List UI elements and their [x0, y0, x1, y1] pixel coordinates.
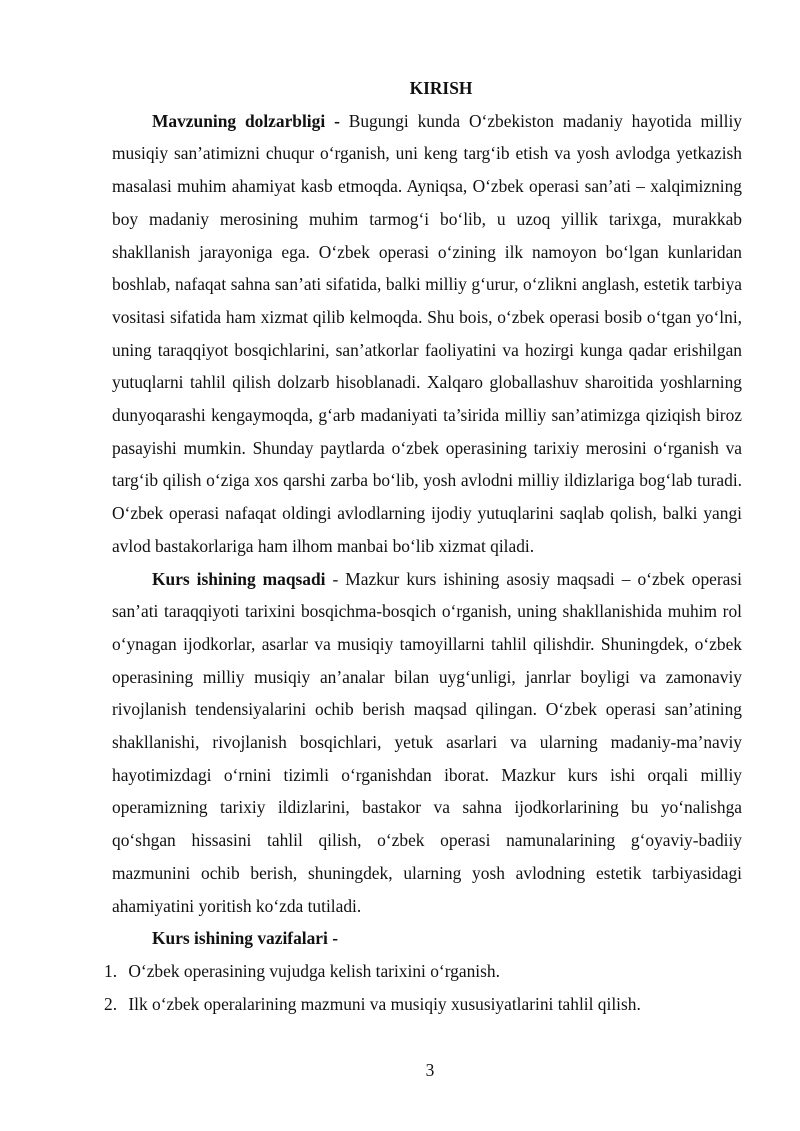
list-item-text: O‘zbek operasining vujudga kelish tarixini o‘rganish.: [128, 960, 500, 981]
paragraph-lead: Kurs ishining maqsadi: [152, 568, 326, 589]
page-title: KIRISH: [409, 78, 473, 98]
page-number: 3: [425, 1060, 435, 1080]
list-item: [104, 988, 742, 1021]
paragraph-goal: [112, 563, 742, 923]
tasks-list: [104, 955, 742, 1020]
paragraph-text: - Mazkur kurs ishining asosiy maqsadi – o‘zbek operasi san’ati taraqqiyoti tarixini bosqichma-bosqich o‘rganish, uning shakllanishida muhim rol o‘ynagan ijodkorlar, asarlar va musiqiy tamoyillarni tahlil qilishdir. Shuningdek, o‘zbek operasining milliy musiqiy an’analar bilan uyg‘unligi, janrlar boyligi va zamonaviy rivojlanish tendensiyalarini ochib berish maqsad qilingan. O‘zbek operasi san’atining shakllanishi, rivojlanish bosqichlari, yetuk asarlari va ularning madaniy-ma’naviy hayotimizdagi o‘rnini tizimli o‘rganishdan iborat. Mazkur kurs ishi orqali milliy operamizning tarixiy ildizlarini, bastakor va sahna ijodkorlarining bu yo‘nalishga qo‘shgan hissasini tahlil qilish, o‘zbek operasi namunalarining g‘oyaviy-badiiy mazmunini ochib berish, shuningdek, ularning yosh avlodning estetik tarbiyasidagi ahamiyatini yoritish ko‘zda tutiladi.: [112, 568, 742, 916]
list-item-number: 2.: [104, 993, 118, 1014]
paragraph-relevance: [112, 105, 742, 563]
tasks-heading: Kurs ishining vazifalari -: [152, 928, 338, 949]
document-page: [104, 72, 742, 1020]
list-item-text: Ilk o‘zbek operalarining mazmuni va musiqiy xususiyatlarini tahlil qilish.: [128, 993, 641, 1014]
paragraph-lead: Mavzuning dolzarbligi -: [152, 110, 340, 131]
list-item: [104, 955, 742, 988]
paragraph-text: Bugungi kunda O‘zbekiston madaniy hayotida milliy musiqiy san’atimizni chuqur o‘rganish, uni keng targ‘ib etish va yosh avlodga yetkazish masalasi muhim ahamiyat kasb etmoqda. Ayniqsa, O‘zbek operasi san’ati – xalqimizning boy madaniy merosining muhim tarmog‘i bo‘lib, u uzoq yillik tarixga, murakkab shakllanish jarayoniga ega. O‘zbek operasi o‘zining ilk namoyon bo‘lgan kunlaridan boshlab, nafaqat sahna san’ati sifatida, balki milliy g‘urur, o‘zlikni anglash, estetik tarbiya vositasi sifatida ham xizmat qilib kelmoqda. Shu bois, o‘zbek operasi bosib o‘tgan yo‘lni, uning taraqqiyot bosqichlarini, san’atkorlar faoliyatini va hozirgi kunga qadar erishilgan yutuqlarni tahlil qilish dolzarb hisoblanadi. Xalqaro globallashuv sharoitida yoshlarning dunyoqarashi kengaymoqda, g‘arb madaniyati ta’sirida milliy san’atimizga qiziqish biroz pasayishi mumkin. Shunday paytlarda o‘zbek operasining tarixiy merosini o‘rganish va targ‘ib qilish o‘ziga xos qarshi zarba bo‘lib, yosh avlodni milliy ildizlariga bog‘lab turadi. O‘zbek operasi nafaqat oldingi avlodlarning ijodiy yutuqlarini saqlab qolish, balki yangi avlod bastakorlariga ham ilhom manbai bo‘lib xizmat qiladi.: [112, 110, 742, 556]
list-item-number: 1.: [104, 960, 118, 981]
